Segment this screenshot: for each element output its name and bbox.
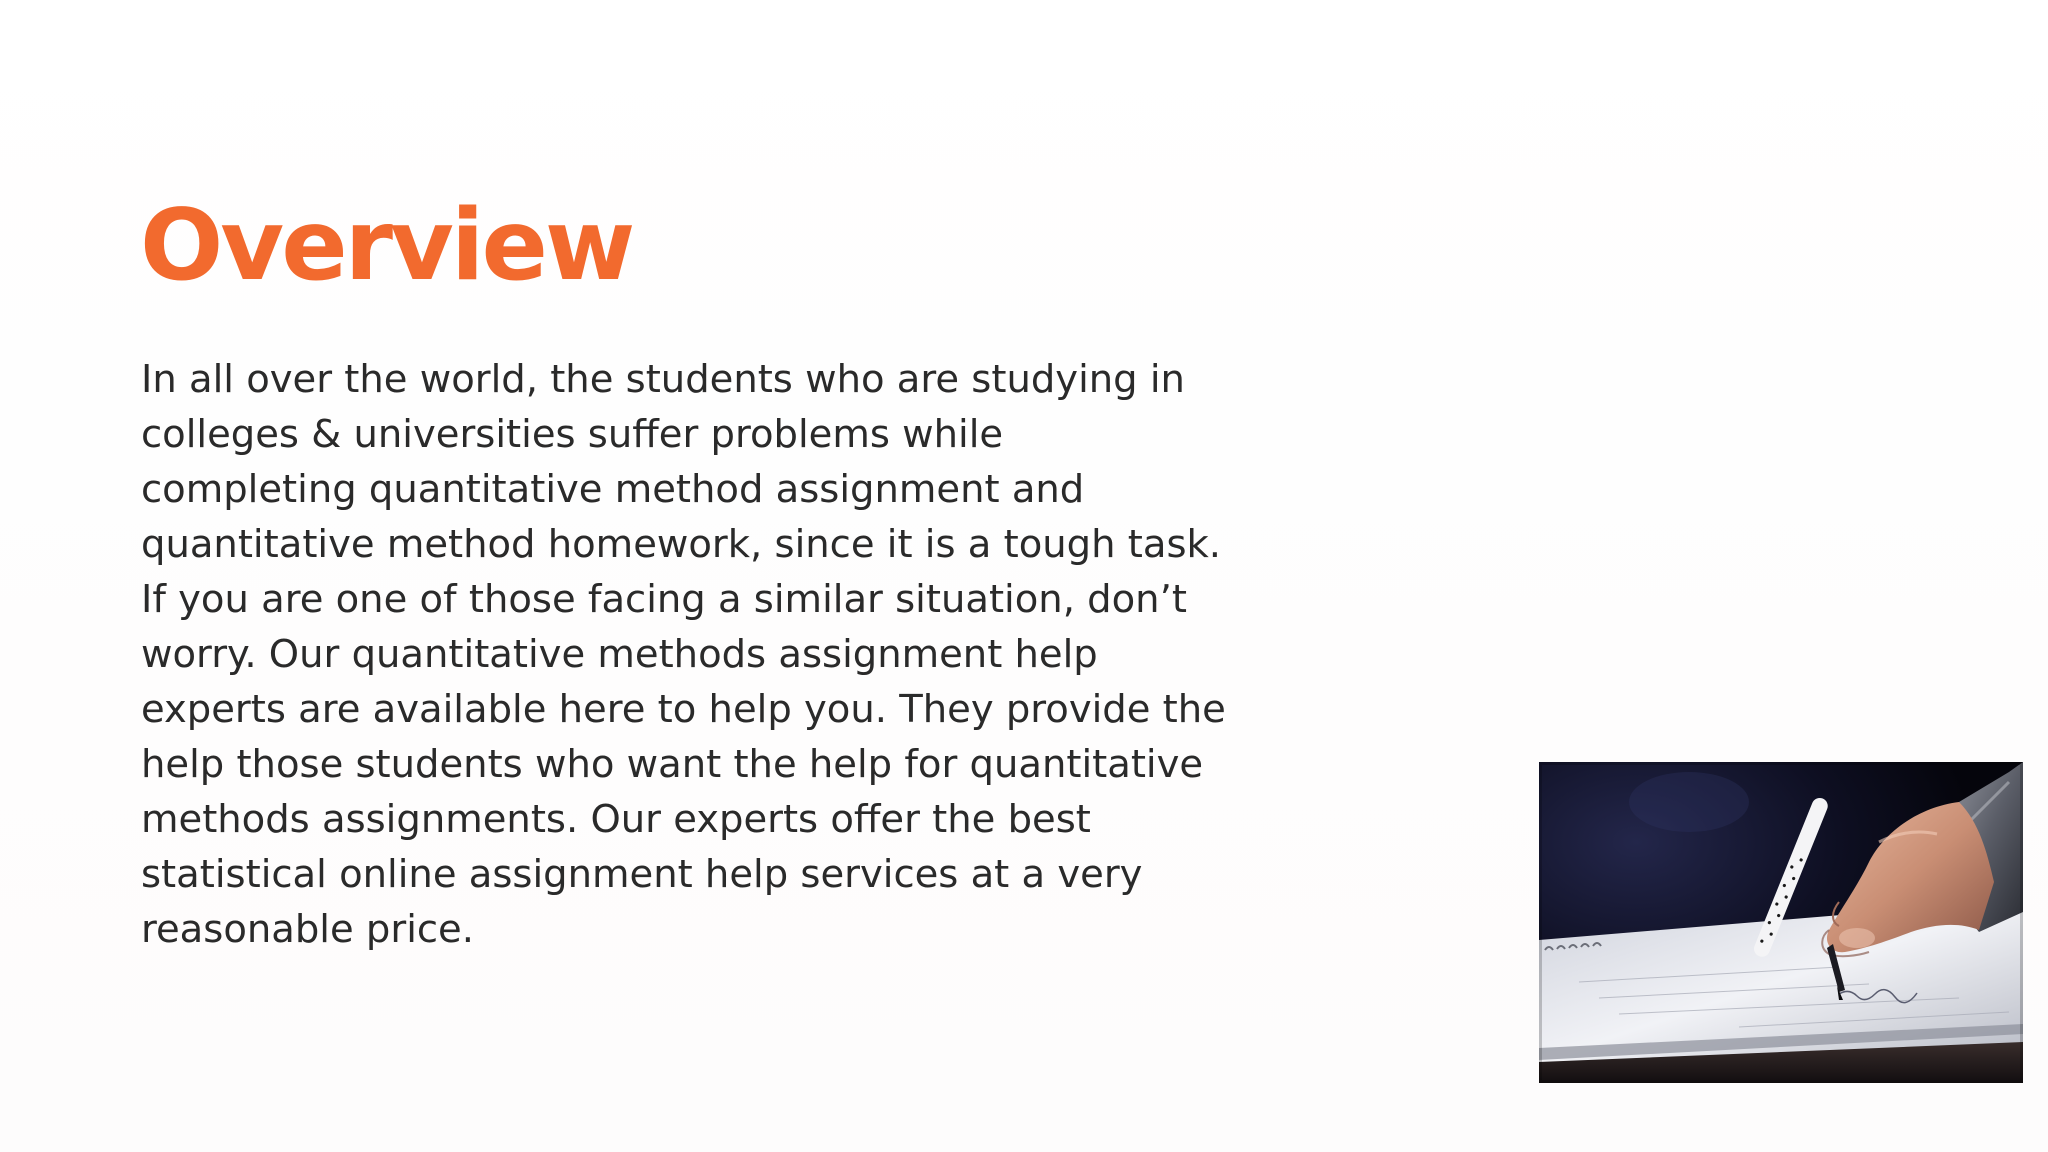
- body-line: reasonable price.: [141, 907, 474, 952]
- hand-writing-illustration: [1539, 762, 2023, 1083]
- body-line: worry. Our quantitative methods assignment help: [141, 632, 1098, 677]
- body-line: colleges & universities suffer problems while: [141, 412, 1004, 457]
- body-line: methods assignments. Our experts offer the best: [141, 797, 1091, 842]
- slide-title: Overview: [140, 189, 633, 303]
- body-line: completing quantitative method assignment and: [141, 467, 1085, 512]
- body-line: help those students who want the help for quantitative: [141, 742, 1204, 787]
- body-line: experts are available here to help you. They provide the: [141, 687, 1226, 732]
- body-line: In all over the world, the students who are studying in: [141, 357, 1185, 402]
- slide-body-paragraph: [141, 352, 1281, 957]
- body-line: If you are one of those facing a similar situation, don’t: [141, 577, 1187, 622]
- body-line: quantitative method homework, since it is a tough task.: [141, 522, 1222, 567]
- hand-writing-photo: [1539, 762, 2023, 1083]
- body-line: statistical online assignment help services at a very: [141, 852, 1143, 897]
